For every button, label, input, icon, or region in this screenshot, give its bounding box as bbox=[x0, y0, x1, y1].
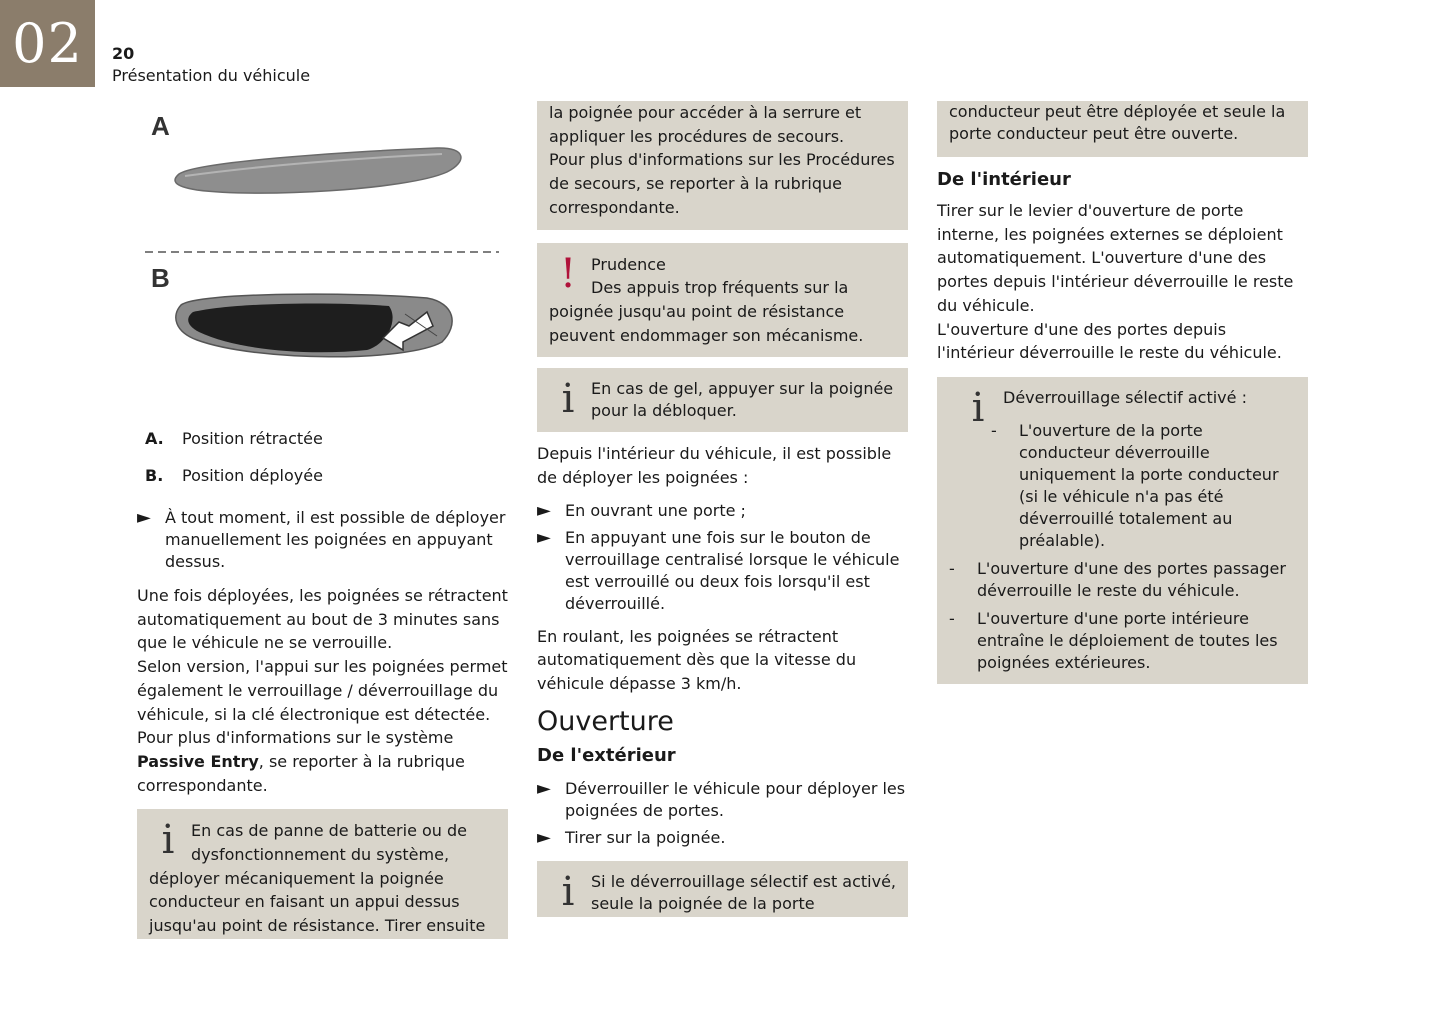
note-text: En cas de panne de batterie ou de dysfonctionnement du système, déployer mécaniquement la poignée conducteur en faisant un appui dessus jusqu'au point de résistance. Tirer ensuite bbox=[149, 821, 486, 936]
info-icon: i bbox=[561, 376, 575, 423]
triangle-bullet-icon: ► bbox=[537, 826, 551, 848]
paragraph: En roulant, les poignées se rétractent automatiquement dès que la vitesse du véhicule dépasse 3 km/h. bbox=[537, 626, 857, 694]
info-note-continued bbox=[537, 101, 908, 230]
legend-item-a bbox=[137, 427, 508, 449]
bullet-item bbox=[537, 500, 908, 522]
bullet-text: Déverrouiller le véhicule pour déployer les poignées de portes. bbox=[565, 778, 906, 820]
legend-item-b bbox=[137, 464, 508, 486]
info-note-gel bbox=[537, 368, 908, 432]
chapter-number: 02 bbox=[0, 0, 95, 87]
warning-title: Prudence bbox=[591, 254, 666, 274]
door-handle-drawing bbox=[137, 100, 508, 410]
triangle-bullet-icon: ► bbox=[537, 526, 551, 548]
column-3 bbox=[937, 101, 1308, 684]
info-note-deverrouillage bbox=[937, 377, 1308, 684]
bullet-item bbox=[537, 778, 908, 822]
info-icon: i bbox=[971, 384, 985, 431]
bullet-text: Tirer sur la poignée. bbox=[565, 827, 726, 847]
bullet-item bbox=[537, 827, 908, 849]
paragraph: Selon version, l'appui sur les poignées permet également le verrouillage / déverrouillage du véhicule, si la clé électronique est détectée. bbox=[137, 657, 508, 724]
page-number: 20 bbox=[112, 44, 135, 63]
note-text: conducteur peut être déployée et seule la porte conducteur peut être ouverte. bbox=[949, 102, 1286, 143]
list-text: L'ouverture de la porte conducteur déverrouille uniquement la porte conducteur (si le véhicule n'a pas été déverrouillé totalement au préalable). bbox=[1019, 420, 1279, 550]
legend-text: Position rétractée bbox=[182, 429, 323, 448]
legend-key: B. bbox=[145, 466, 164, 485]
warning-text: Des appuis trop fréquents sur la poignée jusqu'au point de résistance peuvent endommager son mécanisme. bbox=[549, 278, 864, 345]
triangle-bullet-icon: ► bbox=[537, 777, 551, 799]
info-icon: i bbox=[561, 868, 575, 915]
column-1 bbox=[137, 100, 508, 939]
info-note-selectif bbox=[537, 861, 908, 917]
info-note-continued bbox=[937, 101, 1308, 157]
info-note bbox=[137, 809, 508, 939]
list-text: L'ouverture d'une des portes passager déverrouille le reste du véhicule. bbox=[977, 558, 1286, 600]
bullet-text: En appuyant une fois sur le bouton de verrouillage centralisé lorsque le véhicule est verrouillé ou deux fois lorsqu'il est déverrouillé. bbox=[565, 527, 900, 613]
list-item: - L'ouverture d'une des portes passager déverrouille le reste du véhicule. bbox=[949, 558, 1286, 600]
bullet-item bbox=[537, 527, 908, 615]
bullet-text: À tout moment, il est possible de déployer manuellement les poignées en appuyant dessus. bbox=[165, 508, 506, 571]
legend-text: Position déployée bbox=[182, 466, 323, 485]
heading-exterieur: De l'extérieur bbox=[537, 744, 676, 766]
list-text: L'ouverture d'une porte intérieure entraîne le déploiement de toutes les poignées extérieures. bbox=[977, 608, 1278, 672]
note-title: Déverrouillage sélectif activé : bbox=[1003, 387, 1247, 407]
heading-ouverture: Ouverture bbox=[537, 705, 674, 737]
list-item: - L'ouverture d'une porte intérieure entraîne le déploiement de toutes les poignées extérieures. bbox=[949, 608, 1278, 672]
column-2 bbox=[537, 101, 908, 917]
figure-label-a: A bbox=[151, 111, 170, 141]
paragraph: Pour plus d'informations sur le système Passive Entry, se reporter à la rubrique correspondante. bbox=[137, 728, 465, 795]
warning-note bbox=[537, 243, 908, 358]
paragraph: Tirer sur le levier d'ouverture de porte interne, les poignées externes se déploient automatiquement. L'ouverture d'une des portes depuis l'intérieur déverrouille le reste du véhicule. bbox=[937, 201, 1294, 315]
bullet-text: En ouvrant une porte ; bbox=[565, 500, 746, 520]
heading-interieur: De l'intérieur bbox=[937, 169, 1071, 190]
bold-term: Passive Entry bbox=[137, 751, 259, 771]
figure-label-b: B bbox=[151, 263, 170, 293]
paragraph: L'ouverture d'une des portes depuis l'intérieur déverrouille le reste du véhicule. bbox=[937, 319, 1282, 363]
note-text: Pour plus d'informations sur les Procédures de secours, se reporter à la rubrique correspondante. bbox=[549, 150, 895, 217]
warning-icon: ! bbox=[559, 250, 577, 297]
paragraph: Une fois déployées, les poignées se rétractent automatiquement au bout de 3 minutes sans que le véhicule ne se verrouille. bbox=[137, 586, 508, 653]
door-handle-illustration bbox=[137, 100, 508, 410]
info-icon: i bbox=[161, 817, 175, 864]
note-text: Si le déverrouillage sélectif est activé, seule la poignée de la porte bbox=[591, 871, 897, 913]
paragraph: Depuis l'intérieur du véhicule, il est possible de déployer les poignées : bbox=[537, 444, 892, 488]
list-item: - L'ouverture de la porte conducteur déverrouille uniquement la porte conducteur (si le véhicule n'a pas été déverrouillé totalement au préalable). bbox=[991, 420, 1279, 550]
section-title: Présentation du véhicule bbox=[112, 66, 311, 85]
bullet-item bbox=[137, 507, 508, 573]
triangle-bullet-icon: ► bbox=[537, 499, 551, 521]
note-text: En cas de gel, appuyer sur la poignée pour la débloquer. bbox=[591, 379, 894, 421]
triangle-bullet-icon: ► bbox=[137, 507, 151, 528]
legend-key: A. bbox=[145, 429, 164, 448]
note-text: la poignée pour accéder à la serrure et appliquer les procédures de secours. bbox=[549, 103, 862, 146]
